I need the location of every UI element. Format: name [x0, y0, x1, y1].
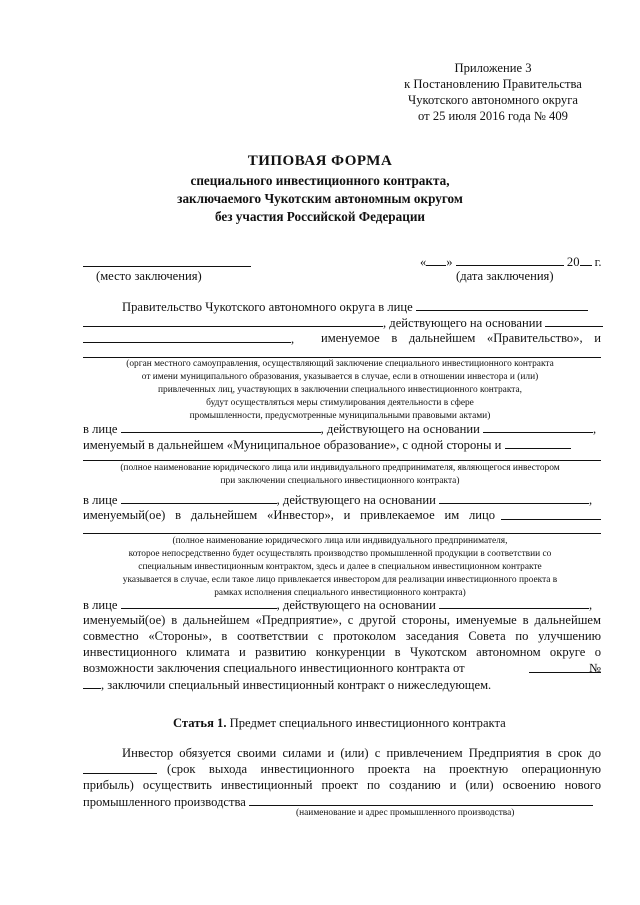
- party4-line-3: совместно «Стороны», в соответствии с протоколом заседания Совета по улучшению: [83, 629, 601, 643]
- appendix-line-4: от 25 июля 2016 года № 409: [418, 109, 568, 123]
- place-blank[interactable]: [83, 266, 251, 267]
- enterprise-note-5: рамках исполнения специального инвестиционного контракта): [214, 588, 466, 598]
- party4-basis-blank[interactable]: [439, 596, 589, 609]
- municipal-note: [60, 358, 620, 423]
- date-quote-open: «: [420, 255, 427, 269]
- enterprise-note-3: специальным инвестиционным контрактом, здесь и далее в специальном инвестиционном контракте: [138, 562, 542, 572]
- enterprise-blank[interactable]: [83, 533, 601, 534]
- municipal-note-4: будут осуществляться меры стимулирования деятельности в сфере: [206, 398, 474, 408]
- article1-number: Статья 1.: [173, 716, 227, 730]
- appendix-line-1: Приложение 3: [454, 61, 532, 75]
- investor-note-2: при заключении специального инвестиционного контракта): [220, 476, 460, 486]
- party2-text-1b: , действующего на основании: [320, 422, 480, 436]
- party4-line-4: инвестиционного климата и развитию конкуренции в Чукотском автономном округе о: [83, 645, 601, 659]
- enterprise-note: [60, 535, 620, 600]
- year-prefix: 20: [566, 255, 580, 269]
- appendix-line-2: к Постановлению Правительства: [404, 77, 582, 91]
- date-quote-close: »: [446, 255, 453, 269]
- party3-text-1b: , действующего на основании: [276, 493, 436, 507]
- investor-note: [60, 462, 620, 488]
- title-line-4: без участия Российской Федерации: [214, 209, 426, 224]
- day-blank[interactable]: [426, 253, 446, 266]
- investor-note-1: (полное наименование юридического лица или индивидуального предпринимателя, являющегося инвестором: [120, 463, 560, 473]
- party2-counterparty-blank[interactable]: [505, 436, 571, 449]
- party3-basis-blank[interactable]: [439, 491, 589, 504]
- p3-w2: в: [175, 508, 182, 522]
- production-caption: (наименование и адрес промышленного производства): [296, 808, 515, 818]
- enterprise-note-2: которое непосредственно будет осуществлять производство промышленной продукции в соответствии со: [128, 549, 552, 559]
- enterprise-note-4: указывается в случае, если такое лицо привлекается инвестором для реализации инвестиционного проекта в: [122, 575, 558, 585]
- party4-text-1c: ,: [589, 598, 593, 612]
- article1-title: Предмет специального инвестиционного контракта: [229, 716, 506, 730]
- party1-line-2: [83, 314, 603, 331]
- party2-representative-blank[interactable]: [121, 420, 321, 433]
- party4-line-1: [83, 596, 592, 613]
- party1-comma: ,: [291, 332, 295, 346]
- protocol-number-blank[interactable]: [83, 676, 101, 689]
- municipal-note-5: промышленности, предусмотренные муниципальными правовыми актами): [189, 411, 491, 421]
- document-title: ТИПОВАЯ ФОРМА: [247, 153, 393, 169]
- party3-line-1: [83, 491, 592, 508]
- party1-text-2: , действующего на основании: [383, 316, 543, 330]
- p3-w3: дальнейшем: [190, 508, 258, 522]
- party4-text-6: , заключили специальный инвестиционный контракт о нижеследующем.: [101, 678, 492, 692]
- party3-enterprise-blank[interactable]: [501, 507, 601, 520]
- party1-representative-blank[interactable]: [416, 298, 588, 311]
- p3-w4: «Инвестор»,: [267, 508, 334, 522]
- party4-representative-blank[interactable]: [121, 596, 277, 609]
- title-line-3: заключаемого Чукотским автономным округом: [177, 191, 463, 206]
- party1-name-blank[interactable]: [83, 314, 383, 327]
- p3-w6: привлекаемое: [360, 508, 435, 522]
- party1-line-1: [122, 298, 588, 315]
- investor-blank[interactable]: [83, 460, 601, 461]
- party4-line-5: [83, 660, 601, 676]
- p3-w8: лицо: [468, 508, 495, 522]
- party4-text-1a: в лице: [83, 598, 118, 612]
- p1-w3: дальнейшем: [408, 331, 476, 345]
- municipal-note-1: (орган местного самоуправления, осуществляющий заключение специального инвестиционного контракта: [126, 359, 554, 369]
- party4-number-sign: №: [588, 661, 601, 675]
- p1-w1: именуемое: [321, 331, 380, 345]
- date-caption: (дата заключения): [456, 269, 554, 283]
- municipal-note-2: от имени муниципального образования, указывается в случае, если в отношении инвестора и (или): [141, 372, 539, 382]
- party1-line-3: [83, 330, 601, 347]
- month-blank[interactable]: [456, 253, 564, 266]
- p3-w1: именуемый(ое): [83, 508, 166, 522]
- p1-w5: и: [594, 331, 601, 345]
- party3-text-1c: ,: [589, 493, 593, 507]
- party3-text-1a: в лице: [83, 493, 118, 507]
- article1-text-2: (срок выхода инвестиционного проекта на проектную операционную: [167, 762, 601, 776]
- article1-line-1: Инвестор обязуется своими силами и (или) с привлечением Предприятия в срок до: [122, 746, 601, 760]
- party1-basis-blank[interactable]: [545, 314, 603, 327]
- enterprise-note-1: (полное наименование юридического лица или индивидуального предпринимателя,: [172, 536, 508, 546]
- p1-w4: «Правительство»,: [486, 331, 583, 345]
- party2-line-1: [83, 420, 596, 437]
- party4-text-5a: возможности заключения специального инвестиционного контракта от: [83, 661, 465, 675]
- p3-w5: и: [343, 508, 351, 522]
- party4-text-1b: , действующего на основании: [276, 598, 436, 612]
- year-suffix: г.: [594, 255, 602, 269]
- appendix-line-3: Чукотского автономного округа: [408, 93, 578, 107]
- p3-w7: им: [444, 508, 460, 522]
- production-blank[interactable]: [249, 793, 593, 806]
- party2-text-1a: в лице: [83, 422, 118, 436]
- party1-basis-blank-2[interactable]: [83, 330, 291, 343]
- place-caption: (место заключения): [96, 269, 202, 283]
- p1-w2: в: [391, 331, 398, 345]
- party4-line-2: именуемый(ое) в дальнейшем «Предприятие», с другой стороны, именуемые в дальнейшем: [83, 613, 601, 627]
- year-blank[interactable]: [580, 253, 592, 266]
- article1-heading: [173, 715, 506, 731]
- article1-text-4: промышленного производства: [83, 795, 246, 809]
- party1-text-1: Правительство Чукотского автономного округа в лице: [122, 300, 413, 314]
- title-line-2: специального инвестиционного контракта,: [190, 173, 450, 188]
- municipal-note-3: привлеченных лиц, участвующих в заключении специального инвестиционного контракта,: [157, 385, 522, 395]
- deadline-blank[interactable]: [83, 761, 157, 774]
- party2-line-2: [83, 436, 571, 453]
- article1-line-3: прибыль) осуществить инвестиционный проект по созданию и (или) освоению нового: [83, 778, 601, 792]
- party3-representative-blank[interactable]: [121, 491, 277, 504]
- party2-basis-blank[interactable]: [483, 420, 593, 433]
- party2-text-2: именуемый в дальнейшем «Муниципальное образование», с одной стороны и: [83, 438, 502, 452]
- article1-line-2: [83, 761, 601, 778]
- party2-text-1c: ,: [593, 422, 597, 436]
- party4-line-6: [83, 676, 491, 693]
- appendix-block: [388, 60, 598, 124]
